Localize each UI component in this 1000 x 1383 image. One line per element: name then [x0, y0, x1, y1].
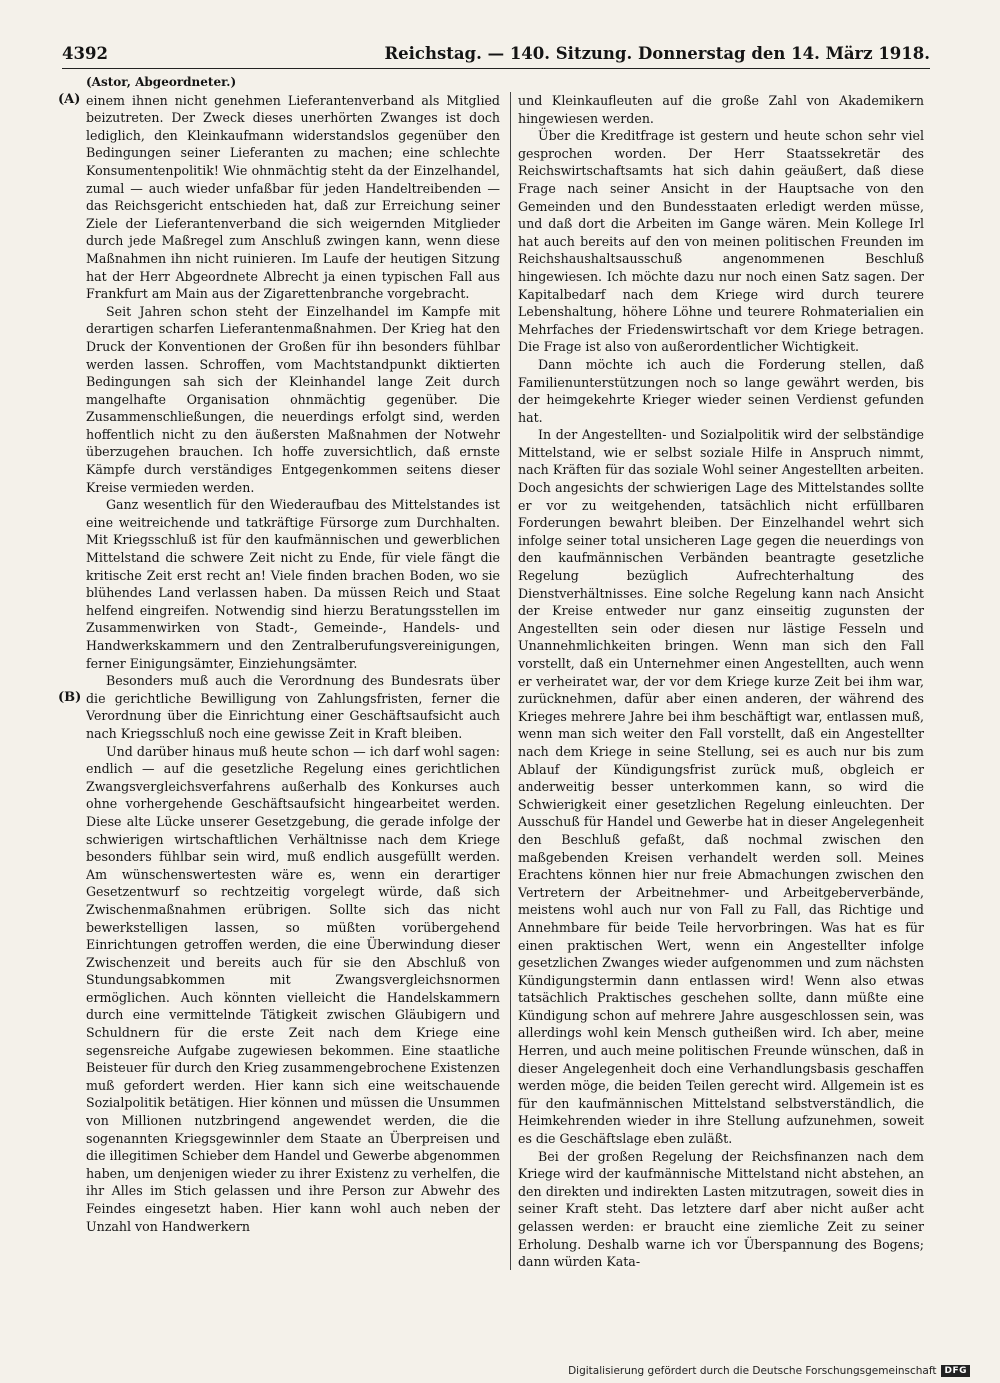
- page-number: 4392: [62, 44, 108, 63]
- paragraph: einem ihnen nicht genehmen Lieferantenverband als Mitglied beizutreten. Der Zweck dieses unerhörten Zwanges ist doch lediglich, den Kleinkaufmann widerstandslos gegenüber den Bedingungen seiner Lieferanten zu machen; eine schlechte Konsumentenpolitik! Wie ohnmächtig steht da der Einzelhandel, zumal — auch wieder unfaßbar für jeden Handeltreibenden — das Reichsgericht entschieden hat, daß zur Erreichung seiner Ziele der Lieferantenverband die sich weigernden Mitglieder durch jede Maßregel zum Anschluß zwingen kann, wenn diese Maßnahmen ihn nicht ruinieren. Im Laufe der heutigen Sitzung hat der Herr Abgeordnete Albrecht ja einen typischen Fall aus Frankfurt am Main aus der Zigarettenbranche vorgebracht.: [86, 92, 500, 302]
- footer: [568, 1364, 970, 1378]
- paragraph: Und darüber hinaus muß heute schon — ich darf wohl sagen: endlich — auf die gesetzliche Regelung eines gerichtlichen Zwangsvergleichsverfahrens außerhalb des Konkurses auch ohne vorhergehende Geschäftsaufsicht hingearbeitet werden. Diese alte Lücke unserer Gesetzgebung, die gerade infolge der schwierigen wirtschaftlichen Verhältnisse nach dem Kriege besonders fühlbar sein wird, muß endlich ausgefüllt werden. Am wünschenswertesten wäre es, wenn ein derartiger Gesetzentwurf so rechtzeitig vorgelegt würde, daß sich Zwischenmaßnahmen erübrigen. Sollte sich das nicht bewerkstelligen lassen, so müßten vorübergehend Einrichtungen getroffen werden, die eine Überwindung dieser Zwischenzeit und bereits auch für sie den Abschluß von Stundungsabkommen mit Zwangsvergleichsnormen ermöglichen. Auch könnten vielleicht die Handelskammern durch eine vermittelnde Tätigkeit zwischen Gläubigern und Schuldnern für die erste Zeit nach dem Kriege eine segensreiche Aufgabe zugewiesen bekommen. Eine staatliche Beisteuer für durch den Krieg zusammengebrochene Existenzen muß gefordert werden. Hier kann sich eine weitschauende Sozialpolitik betätigen. Hier können und müssen die Unsummen von Millionen nutzbringend angewendet werden, die die sogenannten Kriegsgewinnler dem Staate an Überpreisen und die illegitimen Schieber dem Handel und Gewerbe abgenommen haben, um denjenigen wieder zu ihrer Existenz zu verhelfen, die ihr Alles im Stich gelassen und ihre Person zur Abwehr des Feindes eingesetzt haben. Hier kann wohl auch neben der Unzahl von Handwerkern: [86, 743, 500, 1234]
- paragraph: Seit Jahren schon steht der Einzelhandel im Kampfe mit derartigen scharfen Lieferantenmaßnahmen. Der Krieg hat den Druck der Konventionen der Großen für ihn besonders fühlbar werden lassen. Schroffen, vom Machtstandpunkt diktierten Bedingungen sah sich der Kleinhandel lange Zeit durch mangelhafte Organisation ohnmächtig gegenüber. Die Zusammenschließungen, die neuerdings erfolgt sind, werden hoffentlich nicht zu den äußersten Maßnahmen der Notwehr überzugehen brauchen. Ich hoffe zuversichtlich, daß ernste Kämpfe durch verständiges Entgegenkommen seitens dieser Kreise vermieden werden.: [86, 303, 500, 495]
- header-rule: [62, 68, 930, 69]
- footer-text: Digitalisierung gefördert durch die Deutsche Forschungsgemeinschaft: [568, 1365, 937, 1377]
- paragraph: Besonders muß auch die Verordnung des Bundesrats über die gerichtliche Bewilligung von Zahlungsfristen, ferner die Verordnung über die Einrichtung einer Geschäftsaufsicht auch nach Kriegsschluß noch eine gewisse Zeit in Kraft bleiben.: [86, 673, 500, 741]
- paragraph: In der Angestellten- und Sozialpolitik wird der selbständige Mittelstand, wie er selbst soziale Hilfe in Anspruch nimmt, nach Kräften für das soziale Wohl seiner Angestellten arbeiten. Doch angesichts der schwierigen Lage des Mittelstandes sollte er vor zu weitgehenden, tatsächlich nicht erfüllbaren Forderungen bewahrt bleiben. Der Einzelhandel wehrt sich infolge seiner total unsicheren Lage gegen die neuerdings von den kaufmännischen Verbänden beantragte gesetzliche Regelung bezüglich Aufrechterhaltung des Dienstverhältnisses. Eine solche Regelung kann nach Ansicht der Kreise entweder nur ganz einseitig zugunsten der Angestellten sein oder diesen nur lästige Fesseln und Unannehmlichkeiten bringen. Wenn man sich den Fall vorstellt, daß ein Unternehmer einen Angestellten, auch wenn er verheiratet war, der vor dem Kriege kurze Zeit bei ihm war, zurücknehmen, dafür aber einen anderen, der während des Krieges mehrere Jahre bei ihm beschäftigt war, entlassen muß, wenn man sich weiter den Fall vorstellt, daß ein Angestellter nach dem Kriege in seine Stellung, sei es auch nur bis zum Ablauf der Kündigungsfrist zurück muß, obgleich er anderweitig besser unterkommen kann, so wird die Schwierigkeit einer gesetzlichen Regelung einleuchten. Der Ausschuß für Handel und Gewerbe hat in dieser Angelegenheit den Beschluß gefaßt, daß nochmal zwischen den maßgebenden Kreisen verhandelt werden soll. Meines Erachtens können hier nur freie Abmachungen zwischen den Vertretern der Arbeitnehmer- und Arbeitgeberverbände, meistens wohl auch nur von Fall zu Fall, das Richtige und Annehmbare für beide Teile hervorbringen. Was hat es für einen praktischen Wert, wenn ein Angestellter infolge gesetzlichen Zwanges wieder aufgenommen und zum nächsten Kündigungstermin dann entlassen wird! Wenn also etwas tatsächlich Praktisches geschehen sollte, dann müßte eine Kündigung schon auf mehrere Jahre ausgeschlossen sein, was allerdings wohl kein Mensch gutheißen wird. Ich aber, meine Herren, und auch meine politischen Freunde wünschen, daß in dieser Angelegenheit doch eine Verhandlungsbasis geschaffen werden möge, die beiden Teilen gerecht wird. Allgemein ist es für den kaufmännischen Mittelstand selbstverständlich, die Heimkehrenden wieder in ihre Stellung aufzunehmen, soweit es die Geschäftslage eben zuläßt.: [518, 427, 924, 1147]
- right-column: [518, 92, 924, 1278]
- paragraph: Dann möchte ich auch die Forderung stellen, daß Familienunterstützungen noch so lange gewährt werden, bis der heimgekehrte Krieger wieder seinen Verdienst gefunden hat.: [518, 356, 924, 425]
- page-header: [62, 44, 930, 70]
- column-divider: [510, 92, 511, 1270]
- paragraph: Über die Kreditfrage ist gestern und heute schon sehr viel gesprochen worden. Der Herr Staatssekretär des Reichswirtschaftsamts hat sich dahin geäußert, daß diese Frage nach seiner Ansicht in der Hauptsache von den Gemeinden und den Bundesstaaten erledigt werden müsse, und daß dort die Arbeiten im Gange wären. Mein Kollege Irl hat auch bereits auf den von meinen politischen Freunden im Reichshaushaltsausschuß angenommenen Beschluß hingewiesen. Ich möchte dazu nur noch einen Satz sagen. Der Kapitalbedarf nach dem Kriege wird durch teurere Lebenshaltung, höhere Löhne und teurere Rohmaterialien ein Mehrfaches der Friedenswirtschaft vor dem Kriege betragen. Die Frage ist also von außerordentlicher Wichtigkeit.: [518, 128, 924, 355]
- paragraph: und Kleinkaufleuten auf die große Zahl von Akademikern hingewiesen werden.: [518, 93, 924, 126]
- margin-marker-b: (B): [58, 690, 82, 705]
- paragraph: Bei der großen Regelung der Reichsfinanzen nach dem Kriege wird der kaufmännische Mittelstand nicht abstehen, an den direkten und indirekten Lasten mitzutragen, soweit dies in seiner Kraft steht. Das letztere darf aber nicht außer acht gelassen werden: er braucht eine ziemliche Zeit zu seiner Erholung. Deshalb warne ich vor Überspannung des Bogens; dann würden Kata-: [518, 1148, 924, 1270]
- paragraph: Ganz wesentlich für den Wiederaufbau des Mittelstandes ist eine weitreichende und tatkräftige Fürsorge zum Durchhalten. Mit Kriegsschluß ist für den kaufmännischen und gewerblichen Mittelstand die schwere Zeit nicht zu Ende, für viele fängt die kritische Zeit erst recht an! Viele finden brachen Boden, wo sie blühendes Land verlassen haben. Da müssen Reich und Staat helfend eingreifen. Notwendig sind hierzu Beratungsstellen im Zusammenwirken von Stadt-, Gemeinde-, Handels- und Handwerkskammern und den Zentralberufungsvereinigungen, ferner Einigungsämter, Einziehungsämter.: [86, 497, 500, 671]
- dfg-logo: DFG: [941, 1365, 970, 1377]
- speaker-label: (Astor, Abgeordneter.): [86, 75, 237, 89]
- left-column: [86, 74, 500, 1278]
- running-title: Reichstag. — 140. Sitzung. Donnerstag den 14. März 1918.: [384, 44, 930, 63]
- margin-marker-a: (A): [58, 92, 81, 107]
